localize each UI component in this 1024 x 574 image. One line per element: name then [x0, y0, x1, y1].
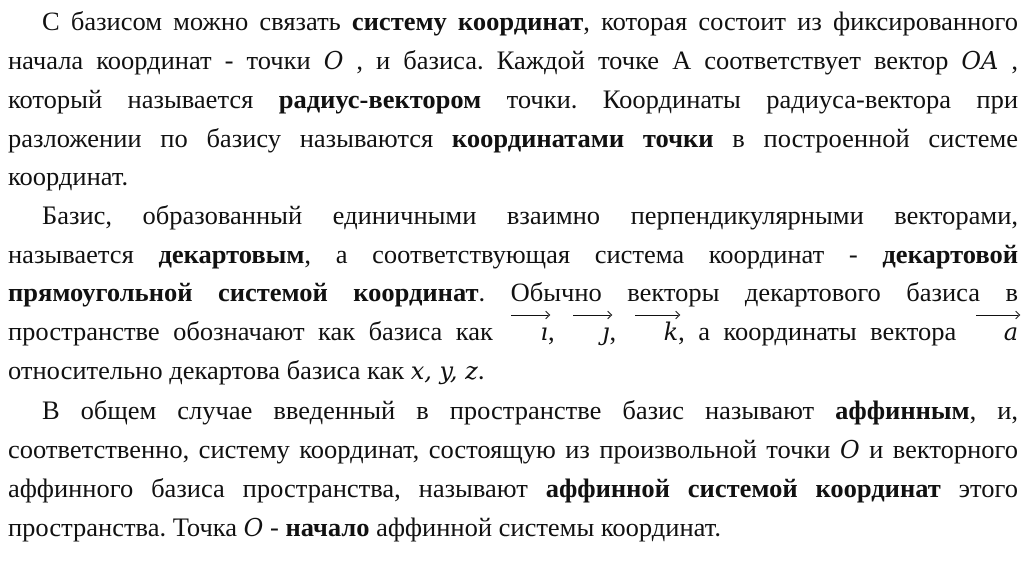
- text-run: и векторного аффинного базиса пространства, называют: [8, 433, 1019, 504]
- vector-symbol: k: [630, 313, 679, 352]
- text-run: Базис, образованный единичными взаимно перпендикулярными векторами, называется: [8, 199, 1018, 269]
- paragraph-coordinate-system: [8, 2, 1018, 196]
- text-run: С базисом можно связать: [42, 6, 352, 36]
- text-run: В общем случае введенный в пространстве базис называют: [42, 394, 836, 425]
- text-run: , и базиса. Каждой точке А соответствует вектор: [343, 44, 962, 75]
- bold-term: декартовой прямоугольной системой координат: [8, 238, 1018, 308]
- text-run: . Обычно векторы декартового базиса в пространстве обозначают как базиса как: [8, 277, 1018, 346]
- bold-term: декартовым: [158, 238, 305, 269]
- math-symbol: OA: [961, 46, 999, 75]
- bold-term: систему координат: [351, 6, 584, 36]
- vector-symbol: ı: [506, 313, 548, 352]
- text-run: относительно декартова базиса как: [8, 355, 411, 386]
- paragraph-affine-basis: [8, 391, 1018, 547]
- paragraph-cartesian-basis: [8, 196, 1018, 391]
- text-run: , которая состоит из фиксированного начала координат - точки: [8, 6, 1018, 75]
- text-run: аффинной системы координат.: [369, 511, 721, 542]
- bold-term: координатами точки: [451, 122, 714, 153]
- text-run: точки. Координаты радиуса-вектора при разложении по базису называются: [8, 84, 1018, 153]
- math-symbol: x, y, z: [410, 357, 478, 386]
- text-run: этого пространства. Точка: [8, 473, 1018, 542]
- text-run: .: [477, 355, 485, 386]
- text-run: , и, соответственно, систему координат, состоящую из произвольной точки: [8, 394, 1019, 464]
- text-run: ,: [609, 315, 630, 346]
- text-run: ,: [548, 315, 569, 346]
- text-run: , который называется: [8, 44, 1018, 115]
- text-run: , а координаты вектора: [678, 315, 970, 346]
- vector-symbol: ȷ: [568, 313, 609, 352]
- bold-term: радиус-вектором: [278, 84, 482, 115]
- text-run: -: [263, 511, 286, 542]
- document-page: [8, 2, 1018, 547]
- math-symbol: O: [323, 46, 344, 75]
- math-symbol: O: [243, 513, 264, 542]
- vector-symbol: a: [970, 313, 1018, 352]
- text-run: , а соответствующая система координат -: [304, 238, 883, 269]
- bold-term: аффинным: [835, 394, 970, 425]
- text-run: в построенной системе координат.: [8, 122, 1018, 192]
- math-symbol: O: [839, 435, 860, 464]
- bold-term: начало: [285, 511, 370, 542]
- bold-term: аффинной системой координат: [545, 473, 941, 504]
